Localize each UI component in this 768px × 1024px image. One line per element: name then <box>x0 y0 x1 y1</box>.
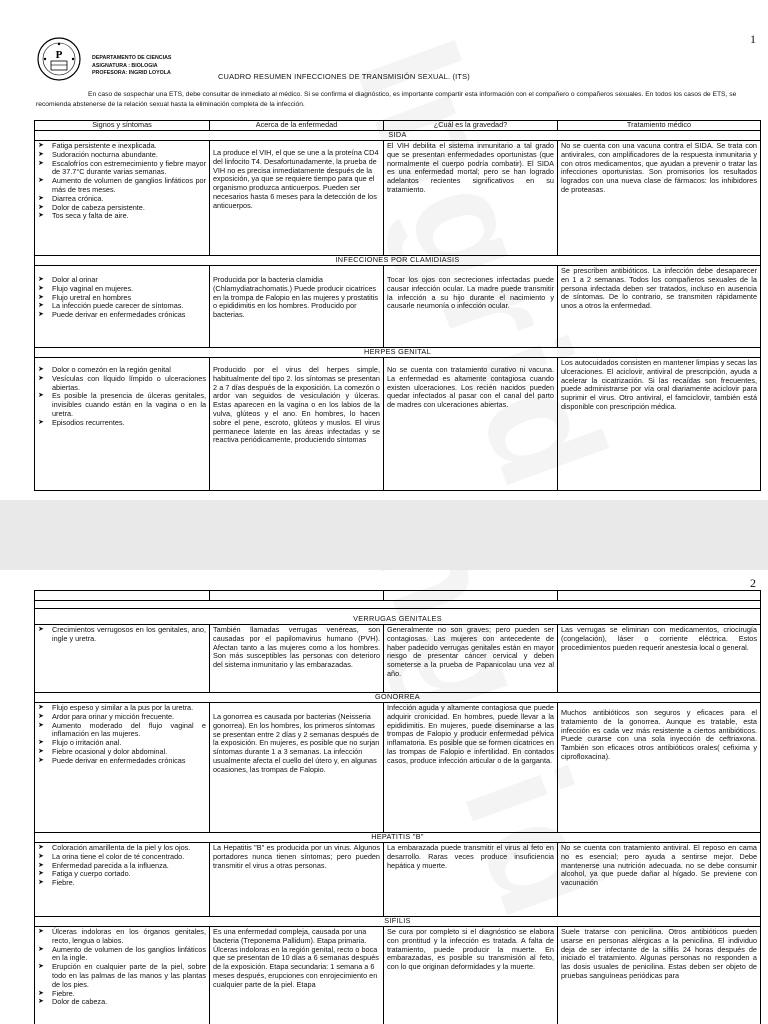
symptom-item: ➤ Puede derivar en enfermedades crónicas <box>38 757 206 766</box>
intro-paragraph: En caso de sospechar una ETS, debe consultar de inmediato al médico. Si se confirma el diagnóstico, es importante compartir esta información con el compañero o compañeros sexuales. En todos los casos de ETS, se recomienda abstenerse de la relación sexual hasta la eliminación completa de la infección. <box>36 91 737 108</box>
section-title: SIFILIS <box>35 917 761 927</box>
about-cell: También llamadas verrugas venéreas, son causadas por el papilomavirus humano (PVH). Afectan tanto a las mujeres como a los hombres. Son más susceptibles las personas con deterioro del sistema inmunitario y las embarazadas. <box>210 625 384 693</box>
section-header-row <box>35 348 761 358</box>
symptom-item: ➤ Flujo uretral en hombres <box>38 294 206 303</box>
severity-cell: El VIH debilita el sistema inmunitario a tal grado que se presentan enfermedades oportunistas (que normalmente el cuerpo podría combatir). El SIDA es una enfermedad mortal; pero se han logrado adelantos recientes significativos en su tratamiento. <box>384 141 558 256</box>
symptom-item: ➤ Tos seca y falta de aire. <box>38 212 206 221</box>
subject-label: ASIGNATURA : BIOLOGIA <box>92 62 158 69</box>
symptom-item: ➤ Dolor de cabeza persistente. <box>38 204 206 213</box>
summary-table-page-1 <box>34 120 761 491</box>
severity-cell: Generalmente no son graves; pero pueden ser contagiosas. Las mujeres con antecedente de haber padecido verrugas genitales están en mayor riesgo de presentar cáncer cervical y deben someterse a la prueba de Papanicolau una vez al año. <box>384 625 558 693</box>
page-number: 1 <box>750 32 756 46</box>
page-2 <box>0 570 768 1024</box>
table-row <box>35 843 761 917</box>
symptom-item: ➤ Fatiga persistente e inexplicada. <box>38 142 206 151</box>
section-title: GONORREA <box>35 693 761 703</box>
school-seal-logo <box>36 36 82 82</box>
symptom-item: ➤ Fiebre. <box>38 990 206 999</box>
column-header: Signos y síntomas <box>35 121 210 131</box>
treatment-cell: No se cuenta con una vacuna contra el SIDA. Se trata con antivirales, con amplificadores de la respuesta inmunitaria y con otros medicamentos, que ayudan a prevenir o tratar las infecciones oportunistas. Son promisorios los resultados logrados con una nueva clase de fármacos: los inhibidores de proteasas. <box>558 141 761 256</box>
column-header: Tratamiento médico <box>558 121 761 131</box>
severity-cell: Tocar los ojos con secreciones infectadas puede causar infección ocular. La madre puede transmitir la infección a su hijo durante el nacimiento y causarle neumonía o infección ocular. <box>384 266 558 348</box>
table-row <box>35 625 761 693</box>
symptoms-cell <box>35 927 210 1024</box>
symptom-item: ➤ Flujo espeso y similar a la pus por la uretra. <box>38 704 206 713</box>
symptoms-cell <box>35 703 210 833</box>
summary-table-page-2 <box>34 590 761 1024</box>
symptom-item: ➤ La orina tiene el color de té concentrado. <box>38 853 206 862</box>
column-header: ¿Cuál es la gravedad? <box>384 121 558 131</box>
empty-row <box>35 601 761 609</box>
symptoms-cell <box>35 358 210 491</box>
section-header-row <box>35 693 761 703</box>
section-header-row <box>35 609 761 625</box>
document-title: CUADRO RESUMEN INFECCIONES DE TRANSMISIÓN SEXUAL. (ITS) <box>218 72 470 81</box>
treatment-cell: Se prescriben antibióticos. La infección debe desaparecer en 1 a 2 semanas. Todos los compañeros sexuales de la persona infectada deben ser tratados, incluso en ausencia de síntomas. De lo contrario, se transmiten rápidamente unos a otros la enfermedad. <box>558 266 761 348</box>
symptom-item: ➤ Flujo o irritación anal. <box>38 739 206 748</box>
page-1 <box>0 0 768 500</box>
symptom-item: ➤ Episodios recurrentes. <box>38 419 206 428</box>
severity-cell: La embarazada puede transmitir el virus al feto en desarrollo. Raras veces produce insuficiencia hepática y muerte. <box>384 843 558 917</box>
symptom-item: ➤ Fatiga y cuerpo cortado. <box>38 870 206 879</box>
section-title: SIDA <box>35 131 761 141</box>
section-title: INFECCIONES POR CLAMIDIASIS <box>35 256 761 266</box>
about-cell: La gonorrea es causada por bacterias (Neisseria gonorrea). En los hombres, los primeros síntomas se presentan entre 2 días y 2 semanas después de la exposición. En mujeres, es posible que no surjan síntomas durante 1 a 3 semanas. La infección usualmente afecta el cuello del útero y, en algunas ocasiones, las trompas de Falopio. <box>210 703 384 833</box>
severity-cell: Infección aguda y altamente contagiosa que puede adquirir cronicidad. En hombres, puede llevar a la epididimitis. En mujeres, puede diseminarse a las trompas de Falopio y producir enfermedad pélvica inflamatoria. Es posible que se formen cicatrices en las trompas de Falopio e infertilidad. En contados casos, produce infección articular o de la garganta. <box>384 703 558 833</box>
column-header: Acerca de la enfermedad <box>210 121 384 131</box>
section-title: HEPATITIS "B" <box>35 833 761 843</box>
symptom-item: ➤ Úlceras indoloras en los órganos genitales, recto, lengua o labios. <box>38 928 206 946</box>
symptom-item: ➤ Vesículas con líquido límpido o ulceraciones abiertas. <box>38 375 206 393</box>
symptom-item: ➤ Puede derivar en enfermedades crónicas <box>38 311 206 320</box>
symptom-item: ➤ Aumento de volumen de ganglios linfáticos por más de tres meses. <box>38 177 206 195</box>
section-header-row <box>35 256 761 266</box>
section-title: VERRUGAS GENITALES <box>35 609 761 625</box>
symptom-item: ➤ Dolor o comezón en la región genital <box>38 366 206 375</box>
about-cell: Producido por el virus del herpes simple, habitualmente del tipo 2. los síntomas se presentan 2 a 7 días después de la exposición. La comezón o ardor van seguidos de vesiculación y úlceras. Estas aparecen en la vagina o en los labios de la vulva, glúteos y el ano. En hombres, lo hacen sobre el pene, escroto, glúteos y muslos. El virus permanece latente en las áreas infectadas y se reactiva periódicamente, produciendo síntomas <box>210 358 384 491</box>
symptom-item: ➤ Crecimientos verrugosos en los genitales, ano, ingle y uretra. <box>38 626 206 644</box>
symptoms-cell <box>35 141 210 256</box>
symptom-item: ➤ Fiebre. <box>38 879 206 888</box>
treatment-cell: Los autocuidados consisten en mantener limpias y secas las ulceraciones. El aciclovir, antiviral de prescripción, ayuda a acelerar la cicatrización. Si las recaídas son frecuentes, puede administrarse por vía oral diariamente aciclovir para suprimir el virus. Otro antiviral, el famciclovir, también está disponible con prescripción médica. <box>558 358 761 491</box>
severity-cell: Se cura por completo si el diagnóstico se elabora con prontitud y la infección es tratada. A falta de tratamiento, puede producir la muerte. En embarazadas, es posible su transmisión al feto, con lo que originan deformidades y la muerte. <box>384 927 558 1024</box>
treatment-cell: No se cuenta con tratamiento antiviral. El reposo en cama no es esencial; pero ayuda a sentirse mejor. Debe mantenerse una nutrición adecuada. no se debe consumir alcohol, ya que puede dañar al hígado. Se previene con vacunación <box>558 843 761 917</box>
symptom-item: ➤ Aumento de volumen de los ganglios linfáticos en la ingle. <box>38 946 206 964</box>
symptom-item: ➤ Dolor al orinar <box>38 276 206 285</box>
table-row <box>35 358 761 491</box>
symptom-item: ➤ Enfermedad parecida a la influenza. <box>38 862 206 871</box>
about-cell: Es una enfermedad compleja, causada por una bacteria (Treponema Pallidum). Etapa primaria. Úlceras indoloras en la región genital, recto o boca que se presentan de 10 días a 6 semanas después de la exposición. Etapa secundaria: 1 semana a 6 meses después, erupciones con enrojecimiento en cualquier parte de la piel. Etapa <box>210 927 384 1024</box>
symptoms-cell <box>35 843 210 917</box>
symptom-item: ➤ Sudoración nocturna abundante. <box>38 151 206 160</box>
department-label: DEPARTAMENTO DE CIENCIAS <box>92 55 172 61</box>
symptom-item: ➤ Erupción en cualquier parte de la piel, sobre todo en las palmas de las manos y las plantas de los pies. <box>38 963 206 989</box>
about-cell: La produce el VIH, el que se une a la proteína CD4 del linfocito T4. Desafortunadamente, la prueba de VIH no es precisa inmediatamente después de la exposición, ya que se requiere tiempo para que el organismo produzca anticuerpos. Pueden ser necesarios hasta 6 meses para la detección de los anticuerpos. <box>210 141 384 256</box>
page-number: 2 <box>750 576 756 590</box>
section-title: HERPES GENITAL <box>35 348 761 358</box>
about-cell: Producida por la bacteria clamidia (Chlamydiatrachomatis.) Puede producir cicatrices en la trompa de Falopio en las mujeres y prostatitis o epididimitis en los hombres. Producido por bacterias. <box>210 266 384 348</box>
treatment-cell: Suele tratarse con penicilina. Otros antibióticos pueden usarse en personas alérgicas a la penicilina. El individuo deja de ser infectante de la sífilis 24 horas después de iniciado el tratamiento. Algunas personas no responden a las dosis usuales de penicilina. Estas deben ser objeto de pruebas sanguíneas periódicas para <box>558 927 761 1024</box>
about-cell: La Hepatitis "B" es producida por un virus. Algunos portadores nunca tienen síntomas; pero pueden transmitir el virus a otras personas. <box>210 843 384 917</box>
symptom-item: ➤ Ardor para orinar y micción frecuente. <box>38 713 206 722</box>
symptom-item: ➤ Aumento moderado del flujo vaginal e inflamación en las mujeres. <box>38 722 206 740</box>
symptom-item: ➤ Es posible la presencia de úlceras genitales, invisibles cuando están en la vagina o en la uretra. <box>38 392 206 418</box>
symptom-item: ➤ Fiebre ocasional y dolor abdominal. <box>38 748 206 757</box>
treatment-cell: Las verrugas se eliminan con medicamentos, criocirugía (congelación), láser o corriente eléctrica. Estos procedimientos pueden requerir anestesia local o general. <box>558 625 761 693</box>
treatment-cell: Muchos antibióticos son seguros y eficaces para el tratamiento de la gonorrea. Aunque es tratable, esta infección es cada vez más resistente a ciertos antibióticos. Puede curarse con una sola inyección de ceftriaxona. También son eficaces otros antibióticos orales( cefixima y ciprofloxacina). <box>558 703 761 833</box>
symptom-item: ➤ Dolor de cabeza. <box>38 998 206 1007</box>
symptom-item: ➤ La infección puede carecer de síntomas. <box>38 302 206 311</box>
symptom-item: ➤ Escalofríos con estremecimiento y fiebre mayor de 37.7°C durante varias semanas. <box>38 160 206 178</box>
symptoms-cell <box>35 625 210 693</box>
symptoms-cell <box>35 266 210 348</box>
table-header-row <box>35 121 761 131</box>
empty-header-row <box>35 591 761 601</box>
table-row <box>35 927 761 1024</box>
symptom-item: ➤ Coloración amarillenta de la piel y los ojos. <box>38 844 206 853</box>
severity-cell: No se cuenta con tratamiento curativo ni vacuna. La enfermedad es altamente contagiosa cuando existen ulceraciones. Los recién nacidos pueden quedar infectados al pasar con el canal del parto de madres con ulceraciones abiertas. <box>384 358 558 491</box>
teacher-label: PROFESORA: INGRID LOYOLA <box>92 70 171 76</box>
symptom-item: ➤ Diarrea crónica. <box>38 195 206 204</box>
section-header-row <box>35 131 761 141</box>
table-row <box>35 703 761 833</box>
section-header-row <box>35 917 761 927</box>
table-row <box>35 266 761 348</box>
section-header-row <box>35 833 761 843</box>
svg-text:P: P <box>55 49 63 61</box>
symptom-item: ➤ Flujo vaginal en mujeres. <box>38 285 206 294</box>
table-row <box>35 141 761 256</box>
